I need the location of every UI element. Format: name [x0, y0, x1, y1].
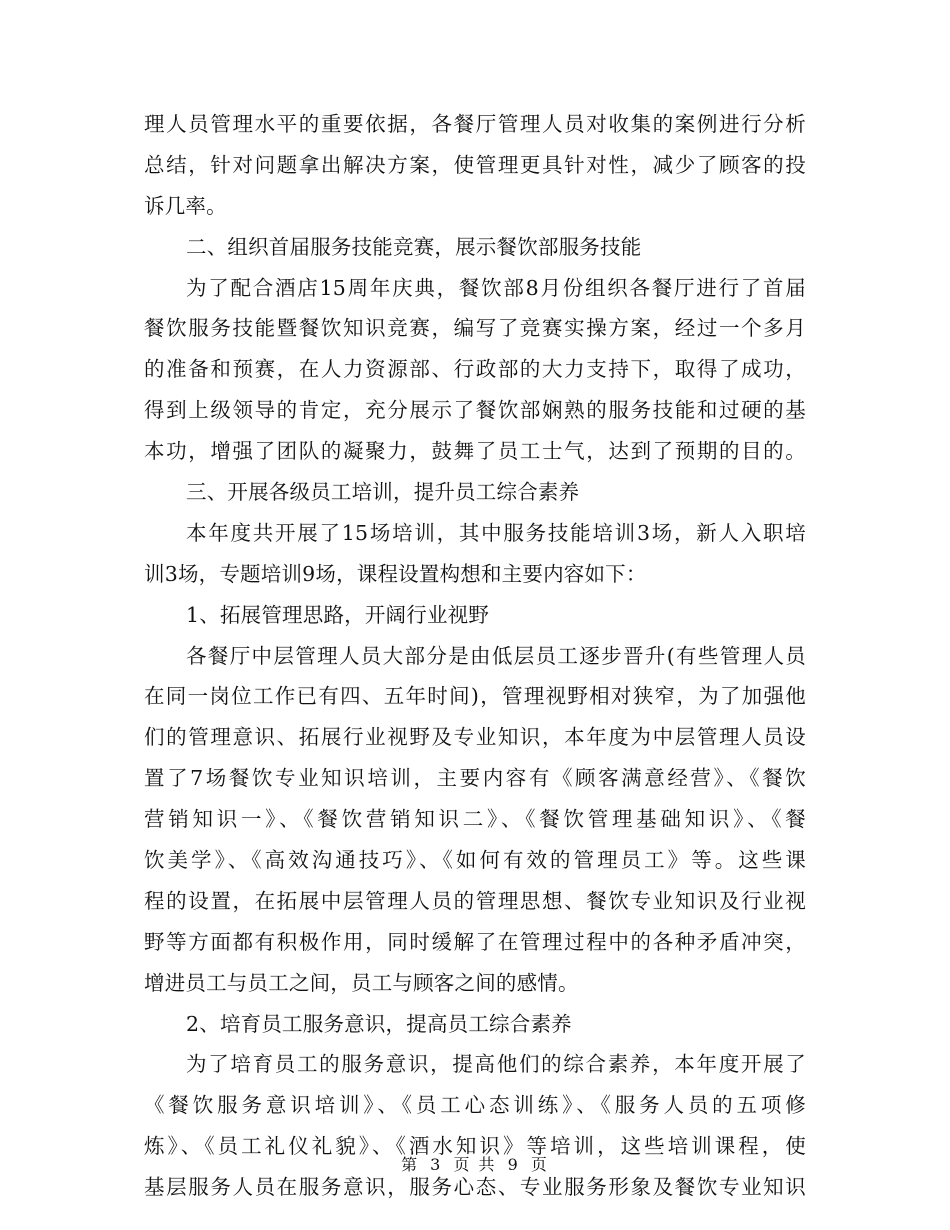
text-line: 们的管理意识、拓展行业视野及专业知识，本年度为中层管理人员设	[144, 725, 806, 750]
page-footer	[0, 1152, 950, 1175]
total-page-count: 9	[507, 1155, 520, 1174]
footer-prefix: 第	[401, 1155, 420, 1174]
text-line: 得到上级领导的肯定，充分展示了餐饮部娴熟的服务技能和过硬的基	[144, 398, 806, 423]
text-line: 炼》、《员工礼仪礼貌》、《酒水知识》等培训，这些培训课程，使	[144, 1134, 806, 1159]
text-line: 在同一岗位工作已有四、五年时间)，管理视野相对狭窄，为了加强他	[144, 684, 806, 709]
text-line: 诉几率。	[144, 193, 227, 218]
text-line: 三、开展各级员工培训，提升员工综合素养	[186, 480, 580, 505]
text-line: 1、拓展管理思路，开阔行业视野	[186, 602, 490, 627]
current-page-number: 3	[430, 1155, 443, 1174]
footer-suffix: 页	[530, 1155, 549, 1174]
text-line: 理人员管理水平的重要依据，各餐厅管理人员对收集的案例进行分析	[144, 112, 806, 136]
text-line: 总结，针对问题拿出解决方案，使管理更具针对性，减少了顾客的投	[144, 152, 806, 177]
text-line: 2、培育员工服务意识，提高员工综合素养	[186, 1011, 572, 1036]
text-line: 置了7场餐饮专业知识培训，主要内容有《顾客满意经营》、《餐饮	[144, 766, 806, 791]
text-line: 本功，增强了团队的凝聚力，鼓舞了员工士气，达到了预期的目的。	[144, 439, 806, 464]
text-line: 各餐厅中层管理人员大部分是由低层员工逐步晋升(有些管理人员	[186, 643, 806, 668]
text-line: 野等方面都有积极作用，同时缓解了在管理过程中的各种矛盾冲突，	[144, 929, 806, 954]
text-line: 为了培育员工的服务意识，提高他们的综合素养，本年度开展了	[186, 1052, 806, 1077]
text-line: 本年度共开展了15场培训，其中服务技能培训3场，新人入职培	[186, 520, 806, 545]
text-line: 《餐饮服务意识培训》、《员工心态训练》、《服务人员的五项修	[144, 1093, 806, 1118]
footer-middle: 页 共	[453, 1155, 497, 1174]
text-line: 基层服务人员在服务意识，服务心态、专业服务形象及餐饮专业知识	[144, 1175, 806, 1200]
text-line: 二、组织首届服务技能竞赛，展示餐饮部服务技能	[186, 234, 642, 259]
text-line: 餐饮服务技能暨餐饮知识竞赛，编写了竞赛实操方案，经过一个多月	[144, 316, 806, 341]
text-line: 营销知识一》、《餐饮营销知识二》、《餐饮管理基础知识》、《餐	[144, 807, 806, 832]
text-line: 饮美学》、《高效沟通技巧》、《如何有效的管理员工》等。这些课	[144, 848, 806, 873]
text-line: 程的设置，在拓展中层管理人员的管理思想、餐饮专业知识及行业视	[144, 888, 806, 913]
text-line: 训3场，专题培训9场，课程设置构想和主要内容如下：	[144, 561, 647, 586]
text-line: 为了配合酒店15周年庆典，餐饮部8月份组织各餐厅进行了首届	[186, 275, 806, 300]
text-line: 增进员工与员工之间，员工与顾客之间的感情。	[144, 970, 579, 995]
text-line: 的准备和预赛，在人力资源部、行政部的大力支持下，取得了成功，	[144, 357, 806, 382]
document-body	[144, 104, 806, 1208]
